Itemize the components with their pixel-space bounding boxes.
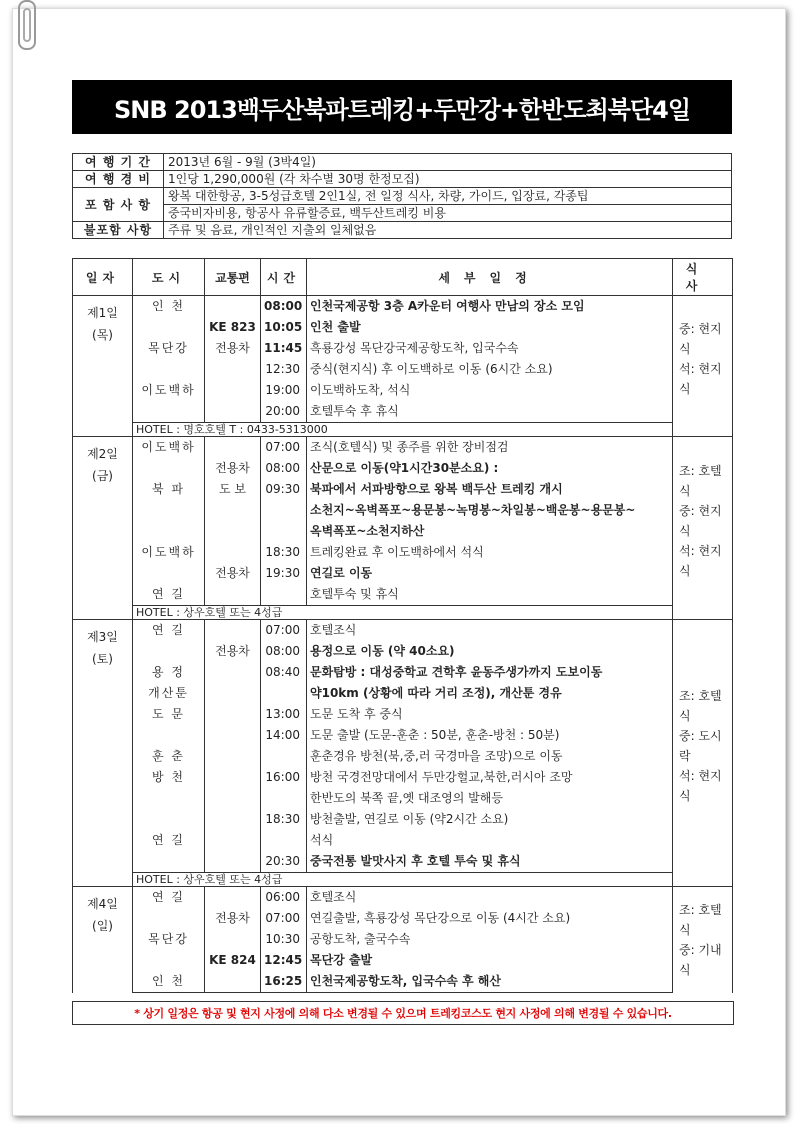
time-cell: 06:00 [261, 887, 307, 909]
transport-cell: 전용차 [205, 338, 261, 359]
itinerary-row [73, 521, 733, 542]
info-value: 왕복 대한항공, 3-5성급호텔 2인1실, 전 일정 식사, 차량, 가이드, 입장료, 각종팁 [164, 188, 732, 205]
city-cell [133, 458, 205, 479]
hotel-spacer [673, 606, 733, 620]
city-cell: 이도백하 [133, 542, 205, 563]
hotel-row [73, 873, 733, 887]
detail-cell: 소천지~옥벽폭포~용문봉~녹명봉~차일봉~백운봉~용문봉~ [307, 500, 673, 521]
header-meal: 식사 [673, 259, 733, 296]
transport-cell [205, 929, 261, 950]
time-cell: 20:30 [261, 851, 307, 873]
transport-cell [205, 542, 261, 563]
detail-cell: 트레킹완료 후 이도백하에서 석식 [307, 542, 673, 563]
itinerary-row [73, 725, 733, 746]
detail-cell: 약10km (상황에 따라 거리 조정), 개산툰 경유 [307, 683, 673, 704]
day-label: 제2일 [87, 447, 118, 461]
header-day: 일자 [73, 259, 133, 296]
city-cell: 용 정 [133, 662, 205, 683]
transport-cell [205, 851, 261, 873]
time-cell: 08:00 [261, 296, 307, 318]
trip-info-table [72, 153, 732, 239]
detail-cell: 연길로 이동 [307, 563, 673, 584]
meal-entry: 조: 호텔식 [679, 902, 722, 937]
city-cell: 개산툰 [133, 683, 205, 704]
info-row [73, 222, 732, 239]
city-cell: 연 길 [133, 830, 205, 851]
transport-cell: 전용차 [205, 458, 261, 479]
info-row [73, 154, 732, 171]
time-cell: 07:00 [261, 620, 307, 642]
detail-cell: 옥벽폭포~소천지하산 [307, 521, 673, 542]
city-cell: 인 천 [133, 971, 205, 993]
time-cell [261, 746, 307, 767]
transport-cell [205, 830, 261, 851]
transport-cell [205, 296, 261, 318]
itinerary-row [73, 380, 733, 401]
itinerary-row [73, 401, 733, 423]
itinerary-row [73, 641, 733, 662]
transport-cell [205, 584, 261, 606]
itinerary-row [73, 788, 733, 809]
info-label: 불포함 사항 [73, 222, 164, 239]
detail-cell: 방천출발, 연길로 이동 (약2시간 소요) [307, 809, 673, 830]
time-cell: 14:00 [261, 725, 307, 746]
time-cell: 18:30 [261, 809, 307, 830]
itinerary-row [73, 851, 733, 873]
city-cell: 연 길 [133, 620, 205, 642]
city-cell: 목단강 [133, 338, 205, 359]
hotel-info: HOTEL : 상우호텔 또는 4성급 [133, 873, 673, 887]
time-cell: 10:30 [261, 929, 307, 950]
time-cell: 11:45 [261, 338, 307, 359]
detail-cell: 석식 [307, 830, 673, 851]
time-cell: 13:00 [261, 704, 307, 725]
footnote: * 상기 일정은 항공 및 현지 사정에 의해 다소 변경될 수 있으며 트레킹코스도 현지 사정에 의해 변경될 수 있습니다. [72, 1001, 734, 1025]
time-cell [261, 521, 307, 542]
transport-cell [205, 620, 261, 642]
detail-cell: 훈춘경유 방천(북,중,러 국경마을 조망)으로 이동 [307, 746, 673, 767]
itinerary-row [73, 929, 733, 950]
transport-cell [205, 401, 261, 423]
time-cell [261, 584, 307, 606]
transport-cell [205, 359, 261, 380]
time-cell [261, 830, 307, 851]
header-transport: 교통편 [205, 259, 261, 296]
itinerary-row [73, 908, 733, 929]
city-cell: 훈 춘 [133, 746, 205, 767]
city-cell [133, 788, 205, 809]
header-city: 도시 [133, 259, 205, 296]
time-cell: 16:25 [261, 971, 307, 993]
meal-entry: 조: 호텔식 [679, 689, 722, 724]
detail-cell: 방천 국경전망대에서 두만강헐교,북한,러시아 조망 [307, 767, 673, 788]
detail-cell: 호텔투숙 후 휴식 [307, 401, 673, 423]
info-value: 중국비자비용, 항공사 유류할증료, 백두산트레킹 비용 [164, 205, 732, 222]
page-title: SNB 2013백두산북파트레킹+두만강+한반도최북단4일 [72, 80, 732, 134]
day-of-week: (일) [92, 919, 113, 933]
info-value: 1인당 1,290,000원 (각 차수별 30명 한정모집) [164, 171, 732, 188]
meal-entry: 석: 현지식 [679, 769, 722, 804]
info-label: 여 행 기 간 [73, 154, 164, 171]
detail-cell: 문화탐방 : 대성중학교 견학후 윤동주생가까지 도보이동 [307, 662, 673, 683]
city-cell [133, 521, 205, 542]
transport-cell [205, 521, 261, 542]
info-label: 여 행 경 비 [73, 171, 164, 188]
detail-cell: 산문으로 이동(약1시간30분소요) : [307, 458, 673, 479]
time-cell [261, 788, 307, 809]
detail-cell: 용정으로 이동 (약 40소요) [307, 641, 673, 662]
info-value: 2013년 6월 - 9월 (3박4일) [164, 154, 732, 171]
itinerary-row [73, 458, 733, 479]
time-cell: 12:30 [261, 359, 307, 380]
day-of-week: (토) [92, 652, 113, 666]
city-cell [133, 950, 205, 971]
transport-cell [205, 704, 261, 725]
time-cell: 08:00 [261, 641, 307, 662]
transport-cell: 도 보 [205, 479, 261, 500]
transport-cell: KE 824 [205, 950, 261, 971]
transport-cell [205, 437, 261, 459]
meal-entry: 중: 기내식 [679, 942, 722, 977]
time-cell: 12:45 [261, 950, 307, 971]
info-row [73, 171, 732, 188]
city-cell [133, 809, 205, 830]
transport-cell [205, 809, 261, 830]
itinerary-row [73, 950, 733, 971]
paperclip-icon [18, 0, 36, 50]
time-cell: 07:00 [261, 908, 307, 929]
itinerary-row [73, 359, 733, 380]
meal-entry: 석: 현지식 [679, 362, 722, 397]
city-cell [133, 851, 205, 873]
detail-cell: 공항도착, 출국수속 [307, 929, 673, 950]
transport-cell [205, 683, 261, 704]
time-cell: 08:40 [261, 662, 307, 683]
itinerary-row [73, 746, 733, 767]
transport-cell: KE 823 [205, 317, 261, 338]
itinerary-row [73, 767, 733, 788]
transport-cell [205, 746, 261, 767]
hotel-info: HOTEL : 상우호텔 또는 4성급 [133, 606, 673, 620]
day-cell [73, 296, 133, 423]
day-cell [73, 887, 133, 993]
day-of-week: (목) [92, 328, 113, 342]
hotel-row [73, 423, 733, 437]
city-cell [133, 563, 205, 584]
day-label: 제4일 [87, 897, 118, 911]
detail-cell: 연길출발, 흑룡강성 목단강으로 이동 (4시간 소요) [307, 908, 673, 929]
city-cell [133, 317, 205, 338]
detail-cell: 호텔조식 [307, 620, 673, 642]
itinerary-row [73, 887, 733, 909]
transport-cell: 전용차 [205, 908, 261, 929]
itinerary-row [73, 971, 733, 993]
city-cell: 연 길 [133, 887, 205, 909]
time-cell: 18:30 [261, 542, 307, 563]
itinerary-row [73, 296, 733, 318]
city-cell: 도 문 [133, 704, 205, 725]
itinerary-row [73, 683, 733, 704]
time-cell: 08:00 [261, 458, 307, 479]
itinerary-row [73, 479, 733, 500]
day-cell [73, 437, 133, 606]
transport-cell [205, 767, 261, 788]
itinerary-table [72, 258, 733, 993]
detail-cell: 인천국제공항 3층 A카운터 여행사 만남의 장소 모임 [307, 296, 673, 318]
itinerary-row [73, 500, 733, 521]
hotel-spacer [673, 423, 733, 437]
meal-entry: 중: 도시락 [679, 729, 722, 764]
transport-cell [205, 887, 261, 909]
city-cell: 방 천 [133, 767, 205, 788]
detail-cell: 흑룡강성 목단강국제공항도착, 입국수속 [307, 338, 673, 359]
info-row [73, 205, 732, 222]
time-cell: 10:05 [261, 317, 307, 338]
day-of-week: (금) [92, 469, 113, 483]
time-cell: 16:00 [261, 767, 307, 788]
meal-entry: 석: 현지식 [679, 544, 722, 579]
detail-cell: 북파에서 서파방향으로 왕복 백두산 트레킹 개시 [307, 479, 673, 500]
day-label: 제3일 [87, 630, 118, 644]
time-cell: 09:30 [261, 479, 307, 500]
transport-cell [205, 725, 261, 746]
detail-cell: 목단강 출발 [307, 950, 673, 971]
meal-entry: 중: 현지식 [679, 322, 722, 357]
detail-cell: 호텔투숙 및 휴식 [307, 584, 673, 606]
city-cell: 이도백하 [133, 437, 205, 459]
detail-cell: 한반도의 북쪽 끝,옛 대조영의 발해등 [307, 788, 673, 809]
time-cell: 20:00 [261, 401, 307, 423]
city-cell [133, 500, 205, 521]
itinerary-row [73, 563, 733, 584]
city-cell: 연 길 [133, 584, 205, 606]
itinerary-header-row [73, 259, 733, 296]
itinerary-row [73, 317, 733, 338]
hotel-spacer [73, 873, 133, 887]
detail-cell: 호텔조식 [307, 887, 673, 909]
time-cell: 19:30 [261, 563, 307, 584]
hotel-spacer [73, 606, 133, 620]
itinerary-row [73, 338, 733, 359]
transport-cell: 전용차 [205, 641, 261, 662]
info-value: 주류 및 음료, 개인적인 지출외 일체없음 [164, 222, 732, 239]
header-time: 시간 [261, 259, 307, 296]
itinerary-row [73, 620, 733, 642]
city-cell: 북 파 [133, 479, 205, 500]
transport-cell [205, 971, 261, 993]
transport-cell [205, 380, 261, 401]
city-cell: 인 천 [133, 296, 205, 318]
hotel-spacer [673, 873, 733, 887]
hotel-spacer [73, 423, 133, 437]
city-cell [133, 401, 205, 423]
transport-cell: 전용차 [205, 563, 261, 584]
detail-cell: 도문 도착 후 중식 [307, 704, 673, 725]
itinerary-row [73, 437, 733, 459]
meal-cell [673, 437, 733, 606]
itinerary-row [73, 809, 733, 830]
transport-cell [205, 500, 261, 521]
time-cell [261, 683, 307, 704]
itinerary-row [73, 542, 733, 563]
detail-cell: 인천 출발 [307, 317, 673, 338]
detail-cell: 중국전통 발맛사지 후 호텔 투숙 및 휴식 [307, 851, 673, 873]
header-detail: 세부일정 [307, 259, 673, 296]
meal-cell [673, 887, 733, 993]
detail-cell: 이도백하도착, 석식 [307, 380, 673, 401]
meal-cell [673, 296, 733, 423]
city-cell [133, 725, 205, 746]
day-cell [73, 620, 133, 873]
detail-cell: 조식(호텔식) 및 종주를 위한 장비점검 [307, 437, 673, 459]
itinerary-row [73, 662, 733, 683]
detail-cell: 인천국제공항도착, 입국수속 후 해산 [307, 971, 673, 993]
meal-entry: 중: 현지식 [679, 504, 722, 539]
meal-entry: 조: 호텔식 [679, 464, 722, 499]
city-cell [133, 908, 205, 929]
meal-cell [673, 620, 733, 873]
info-label: 포 함 사 항 [73, 188, 164, 222]
info-row [73, 188, 732, 205]
city-cell [133, 641, 205, 662]
transport-cell [205, 662, 261, 683]
itinerary-row [73, 584, 733, 606]
hotel-row [73, 606, 733, 620]
city-cell: 이도백하 [133, 380, 205, 401]
detail-cell: 도문 출발 (도문-훈춘 : 50분, 훈춘-방천 : 50분) [307, 725, 673, 746]
time-cell: 07:00 [261, 437, 307, 459]
detail-cell: 중식(현지식) 후 이도백하로 이동 (6시간 소요) [307, 359, 673, 380]
itinerary-row [73, 704, 733, 725]
itinerary-row [73, 830, 733, 851]
time-cell: 19:00 [261, 380, 307, 401]
city-cell [133, 359, 205, 380]
city-cell: 목단강 [133, 929, 205, 950]
day-label: 제1일 [87, 306, 118, 320]
transport-cell [205, 788, 261, 809]
time-cell [261, 500, 307, 521]
hotel-info: HOTEL : 명호호텔 T : 0433-5313000 [133, 423, 673, 437]
